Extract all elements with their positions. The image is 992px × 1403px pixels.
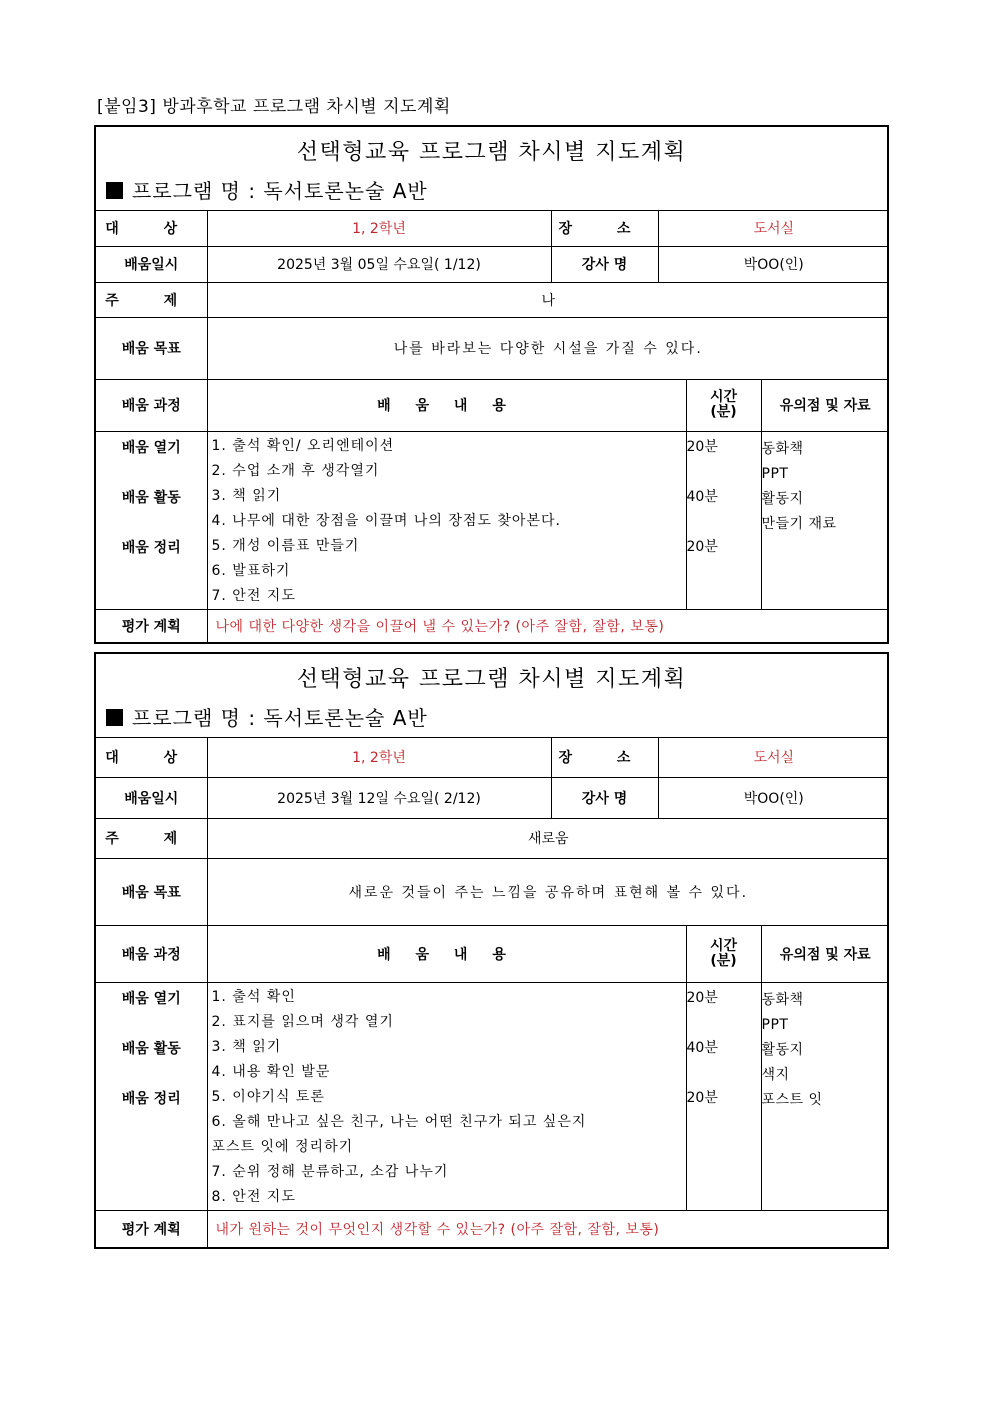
- content-line: 4. 내용 확인 발문: [211, 1063, 331, 1080]
- material-item: 만들기 재료: [761, 515, 837, 532]
- times-cell: [686, 431, 761, 609]
- program-name-line: [106, 175, 428, 204]
- material-item: 동화책: [761, 440, 804, 457]
- stage-activity: 배움 활동: [121, 1040, 181, 1057]
- goal-value: 나를 바라보는 다양한 시설을 가질 수 있다.: [207, 317, 889, 379]
- material-item: 색지: [761, 1066, 790, 1083]
- content-cell: [207, 982, 686, 1210]
- stage-open: 배움 열기: [121, 990, 181, 1007]
- material-item: 활동지: [761, 1041, 804, 1058]
- time-unit-label: (분): [710, 404, 737, 420]
- program-name-line: [106, 702, 428, 731]
- materials-cell: [761, 982, 889, 1210]
- plan-header: [96, 127, 887, 211]
- time-value: 20분: [686, 989, 718, 1006]
- evaluation-value: 나에 대한 다양한 생각을 이끌어 낼 수 있는가? (아주 잘함, 잘함, 보통): [207, 609, 889, 642]
- content-line: 3. 책 읽기: [211, 487, 282, 504]
- topic-label: 주 제: [96, 818, 207, 858]
- content-header: 배 움 내 용: [207, 379, 686, 431]
- content-line: 6. 올해 만나고 싶은 친구, 나는 어떤 친구가 되고 싶은지: [211, 1113, 587, 1130]
- notes-header: 유의점 및 자료: [761, 379, 889, 431]
- datetime-value: 2025년 3월 12일 수요일( 2/12): [207, 777, 551, 818]
- plan-table: [96, 211, 889, 642]
- document-title: 선택형교육 프로그램 차시별 지도계획: [296, 140, 687, 165]
- content-line: 1. 출석 확인: [211, 988, 296, 1005]
- time-value: 20분: [686, 538, 718, 555]
- plan-header: [96, 654, 887, 738]
- time-value: 40분: [686, 488, 718, 505]
- target-label: 대 상: [96, 211, 207, 246]
- black-square-icon: [106, 182, 123, 199]
- stage-activity: 배움 활동: [121, 489, 181, 506]
- instructor-value: 박OO(인): [658, 246, 889, 282]
- document-title: 선택형교육 프로그램 차시별 지도계획: [296, 667, 687, 692]
- evaluation-value: 내가 원하는 것이 무엇인지 생각할 수 있는가? (아주 잘함, 잘함, 보통): [207, 1210, 889, 1247]
- black-square-icon: [106, 709, 123, 726]
- content-line: 3. 책 읽기: [211, 1038, 282, 1055]
- instructor-label: 강사 명: [551, 246, 658, 282]
- time-label: 시간: [709, 937, 738, 954]
- lesson-plan-2: [94, 652, 889, 1249]
- goal-label: 배움 목표: [96, 317, 207, 379]
- place-value: 도서실: [658, 738, 889, 777]
- plan-table: [96, 738, 889, 1247]
- process-label: 배움 과정: [96, 925, 207, 982]
- content-line: 1. 출석 확인/ 오리엔테이션: [211, 437, 395, 454]
- stages-cell: [96, 982, 207, 1210]
- time-value: 20분: [686, 1089, 718, 1106]
- instructor-value: 박OO(인): [658, 777, 889, 818]
- datetime-value: 2025년 3월 05일 수요일( 1/12): [207, 246, 551, 282]
- materials-cell: [761, 431, 889, 609]
- content-line: 5. 개성 이름표 만들기: [211, 537, 360, 554]
- content-line: 2. 표지를 읽으며 생각 열기: [211, 1013, 394, 1030]
- attachment-title: [붙임3] 방과후학교 프로그램 차시별 지도계획: [97, 97, 451, 117]
- place-value: 도서실: [658, 211, 889, 246]
- process-label: 배움 과정: [96, 379, 207, 431]
- evaluation-label: 평가 계획: [96, 609, 207, 642]
- instructor-label: 강사 명: [551, 777, 658, 818]
- evaluation-label: 평가 계획: [96, 1210, 207, 1247]
- topic-value: 새로움: [207, 818, 889, 858]
- target-label: 대 상: [96, 738, 207, 777]
- place-label: 장 소: [551, 738, 658, 777]
- target-value: 1, 2학년: [207, 211, 551, 246]
- material-item: 활동지: [761, 490, 804, 507]
- stage-close: 배움 정리: [121, 539, 181, 556]
- content-line: 2. 수업 소개 후 생각열기: [211, 462, 380, 479]
- goal-value: 새로운 것들이 주는 느낌을 공유하며 표현해 볼 수 있다.: [207, 858, 889, 925]
- content-line: 7. 안전 지도: [211, 587, 296, 604]
- program-name: 프로그램 명 : 독서토론논술 A반: [132, 706, 428, 730]
- content-line: 6. 발표하기: [211, 562, 291, 579]
- time-header: [686, 379, 761, 431]
- program-name: 프로그램 명 : 독서토론논술 A반: [132, 179, 428, 203]
- stage-close: 배움 정리: [121, 1090, 181, 1107]
- time-header: [686, 925, 761, 982]
- times-cell: [686, 982, 761, 1210]
- material-item: 포스트 잇: [761, 1091, 823, 1108]
- material-item: PPT: [761, 465, 789, 482]
- time-label: 시간: [709, 389, 738, 405]
- topic-value: 나: [207, 282, 889, 317]
- material-item: PPT: [761, 1016, 789, 1033]
- lesson-plan-1: [94, 125, 889, 644]
- time-value: 20분: [686, 438, 718, 455]
- goal-label: 배움 목표: [96, 858, 207, 925]
- stage-open: 배움 열기: [121, 439, 181, 456]
- time-unit-label: (분): [710, 952, 737, 969]
- stages-cell: [96, 431, 207, 609]
- content-header: 배 움 내 용: [207, 925, 686, 982]
- target-value: 1, 2학년: [207, 738, 551, 777]
- content-line: 5. 이야기식 토론: [211, 1088, 325, 1105]
- material-item: 동화책: [761, 991, 804, 1008]
- content-line: 포스트 잇에 정리하기: [211, 1138, 354, 1155]
- content-line: 8. 안전 지도: [211, 1188, 296, 1205]
- notes-header: 유의점 및 자료: [761, 925, 889, 982]
- topic-label: 주 제: [96, 282, 207, 317]
- place-label: 장 소: [551, 211, 658, 246]
- datetime-label: 배움일시: [96, 246, 207, 282]
- content-line: 4. 나무에 대한 장점을 이끌며 나의 장점도 찾아본다.: [211, 512, 561, 529]
- content-line: 7. 순위 정해 분류하고, 소감 나누기: [211, 1163, 449, 1180]
- datetime-label: 배움일시: [96, 777, 207, 818]
- content-cell: [207, 431, 686, 609]
- time-value: 40분: [686, 1039, 718, 1056]
